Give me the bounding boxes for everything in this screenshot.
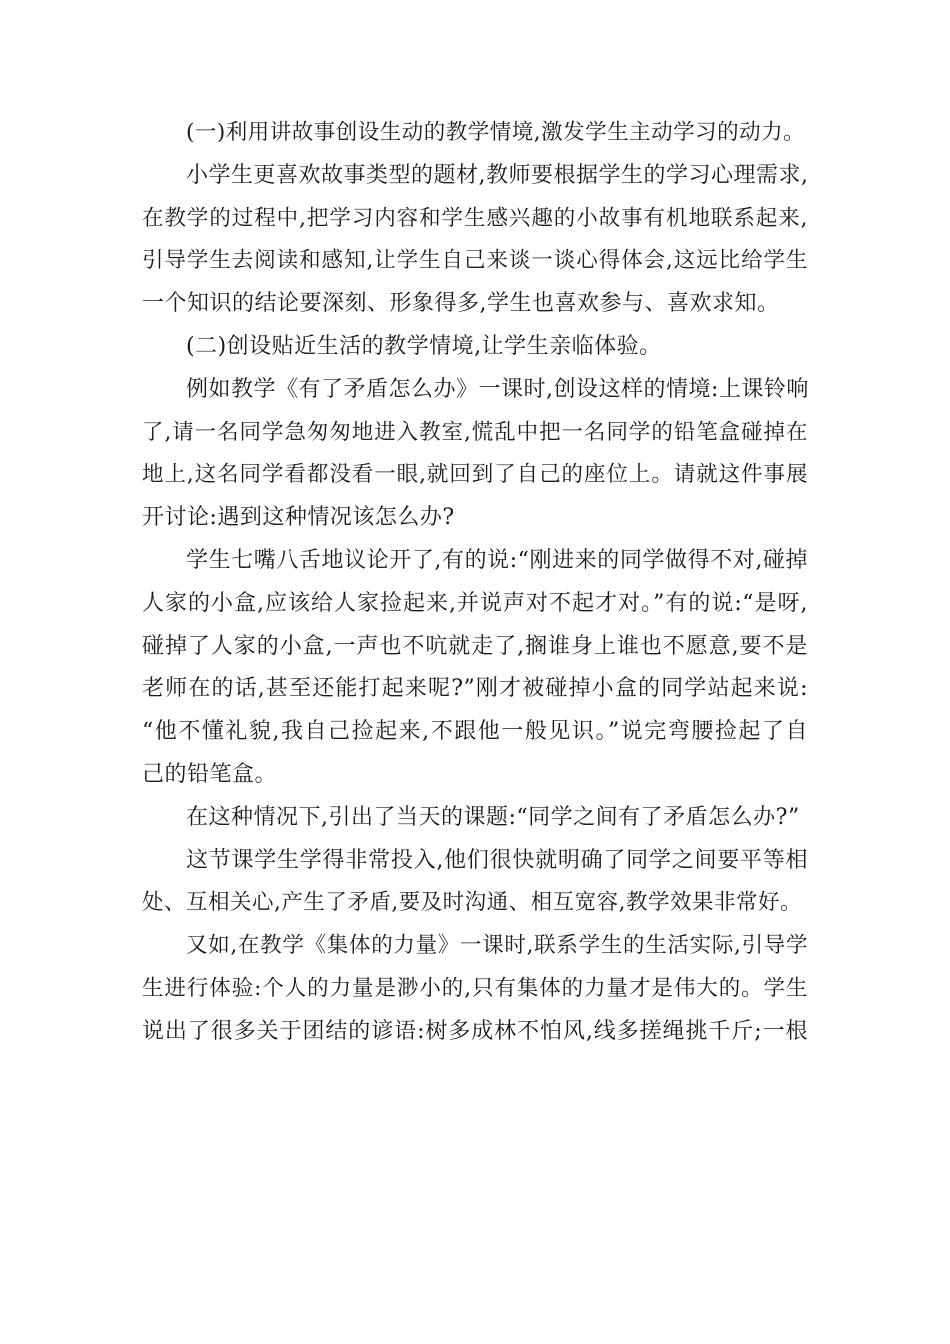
text-line: 引导学生去阅读和感知,让学生自己来谈一谈心得体会,这远比给学生: [142, 248, 808, 274]
text-line: 地上,这名同学看都没看一眼,就回到了自己的座位上。请就这件事展: [142, 462, 808, 488]
text-line: 小学生更喜欢故事类型的题材,教师要根据学生的学习心理需求,: [186, 162, 809, 188]
text-line: 例如教学《有了矛盾怎么办》一课时,创设这样的情境:上课铃响: [186, 376, 809, 402]
text-line: (一)利用讲故事创设生动的教学情境,激发学生主动学习的动力。: [186, 120, 806, 145]
text-line: 在这种情况下,引出了当天的课题:“同学之间有了矛盾怎么办?”: [186, 804, 800, 830]
text-line: 又如,在教学《集体的力量》一课时,联系学生的生活实际,引导学: [186, 933, 808, 959]
text-line: 开讨论:遇到这种情况该怎么办?: [142, 505, 455, 531]
text-line: “他不懂礼貌,我自己捡起来,不跟他一般见识。”说完弯腰捡起了自: [142, 719, 808, 745]
text-line: 说出了很多关于团结的谚语:树多成林不怕风,线多搓绳挑千斤;一根: [142, 1018, 808, 1044]
text-line: 这节课学生学得非常投入,他们很快就明确了同学之间要平等相: [186, 847, 808, 873]
text-line: 了,请一名同学急匆匆地进入教室,慌乱中把一名同学的铅笔盒碰掉在: [142, 419, 808, 445]
text-line: 生进行体验:个人的力量是渺小的,只有集体的力量才是伟大的。学生: [142, 975, 808, 1001]
text-line: 老师在的话,甚至还能打起来呢?”刚才被碰掉小盒的同学站起来说:: [142, 676, 808, 702]
text-line: 人家的小盒,应该给人家捡起来,并说声对不起才对。”有的说:“是呀,: [142, 590, 808, 616]
text-line: 己的铅笔盒。: [142, 761, 278, 787]
text-line: 学生七嘴八舌地议论开了,有的说:“刚进来的同学做得不对,碰掉: [186, 547, 808, 573]
text-line: 一个知识的结论要深刻、形象得多,学生也喜欢参与、喜欢求知。: [142, 291, 780, 317]
text-line: 碰掉了人家的小盒,一声也不吭就走了,搁谁身上谁也不愿意,要不是: [142, 633, 808, 659]
text-line: 在教学的过程中,把学习内容和学生感兴趣的小故事有机地联系起来,: [142, 205, 808, 231]
document-body: [142, 112, 808, 1054]
text-line: 处、互相关心,产生了矛盾,要及时沟通、相互宽容,教学效果非常好。: [142, 890, 803, 916]
text-line: (二)创设贴近生活的教学情境,让学生亲临体验。: [186, 333, 662, 359]
